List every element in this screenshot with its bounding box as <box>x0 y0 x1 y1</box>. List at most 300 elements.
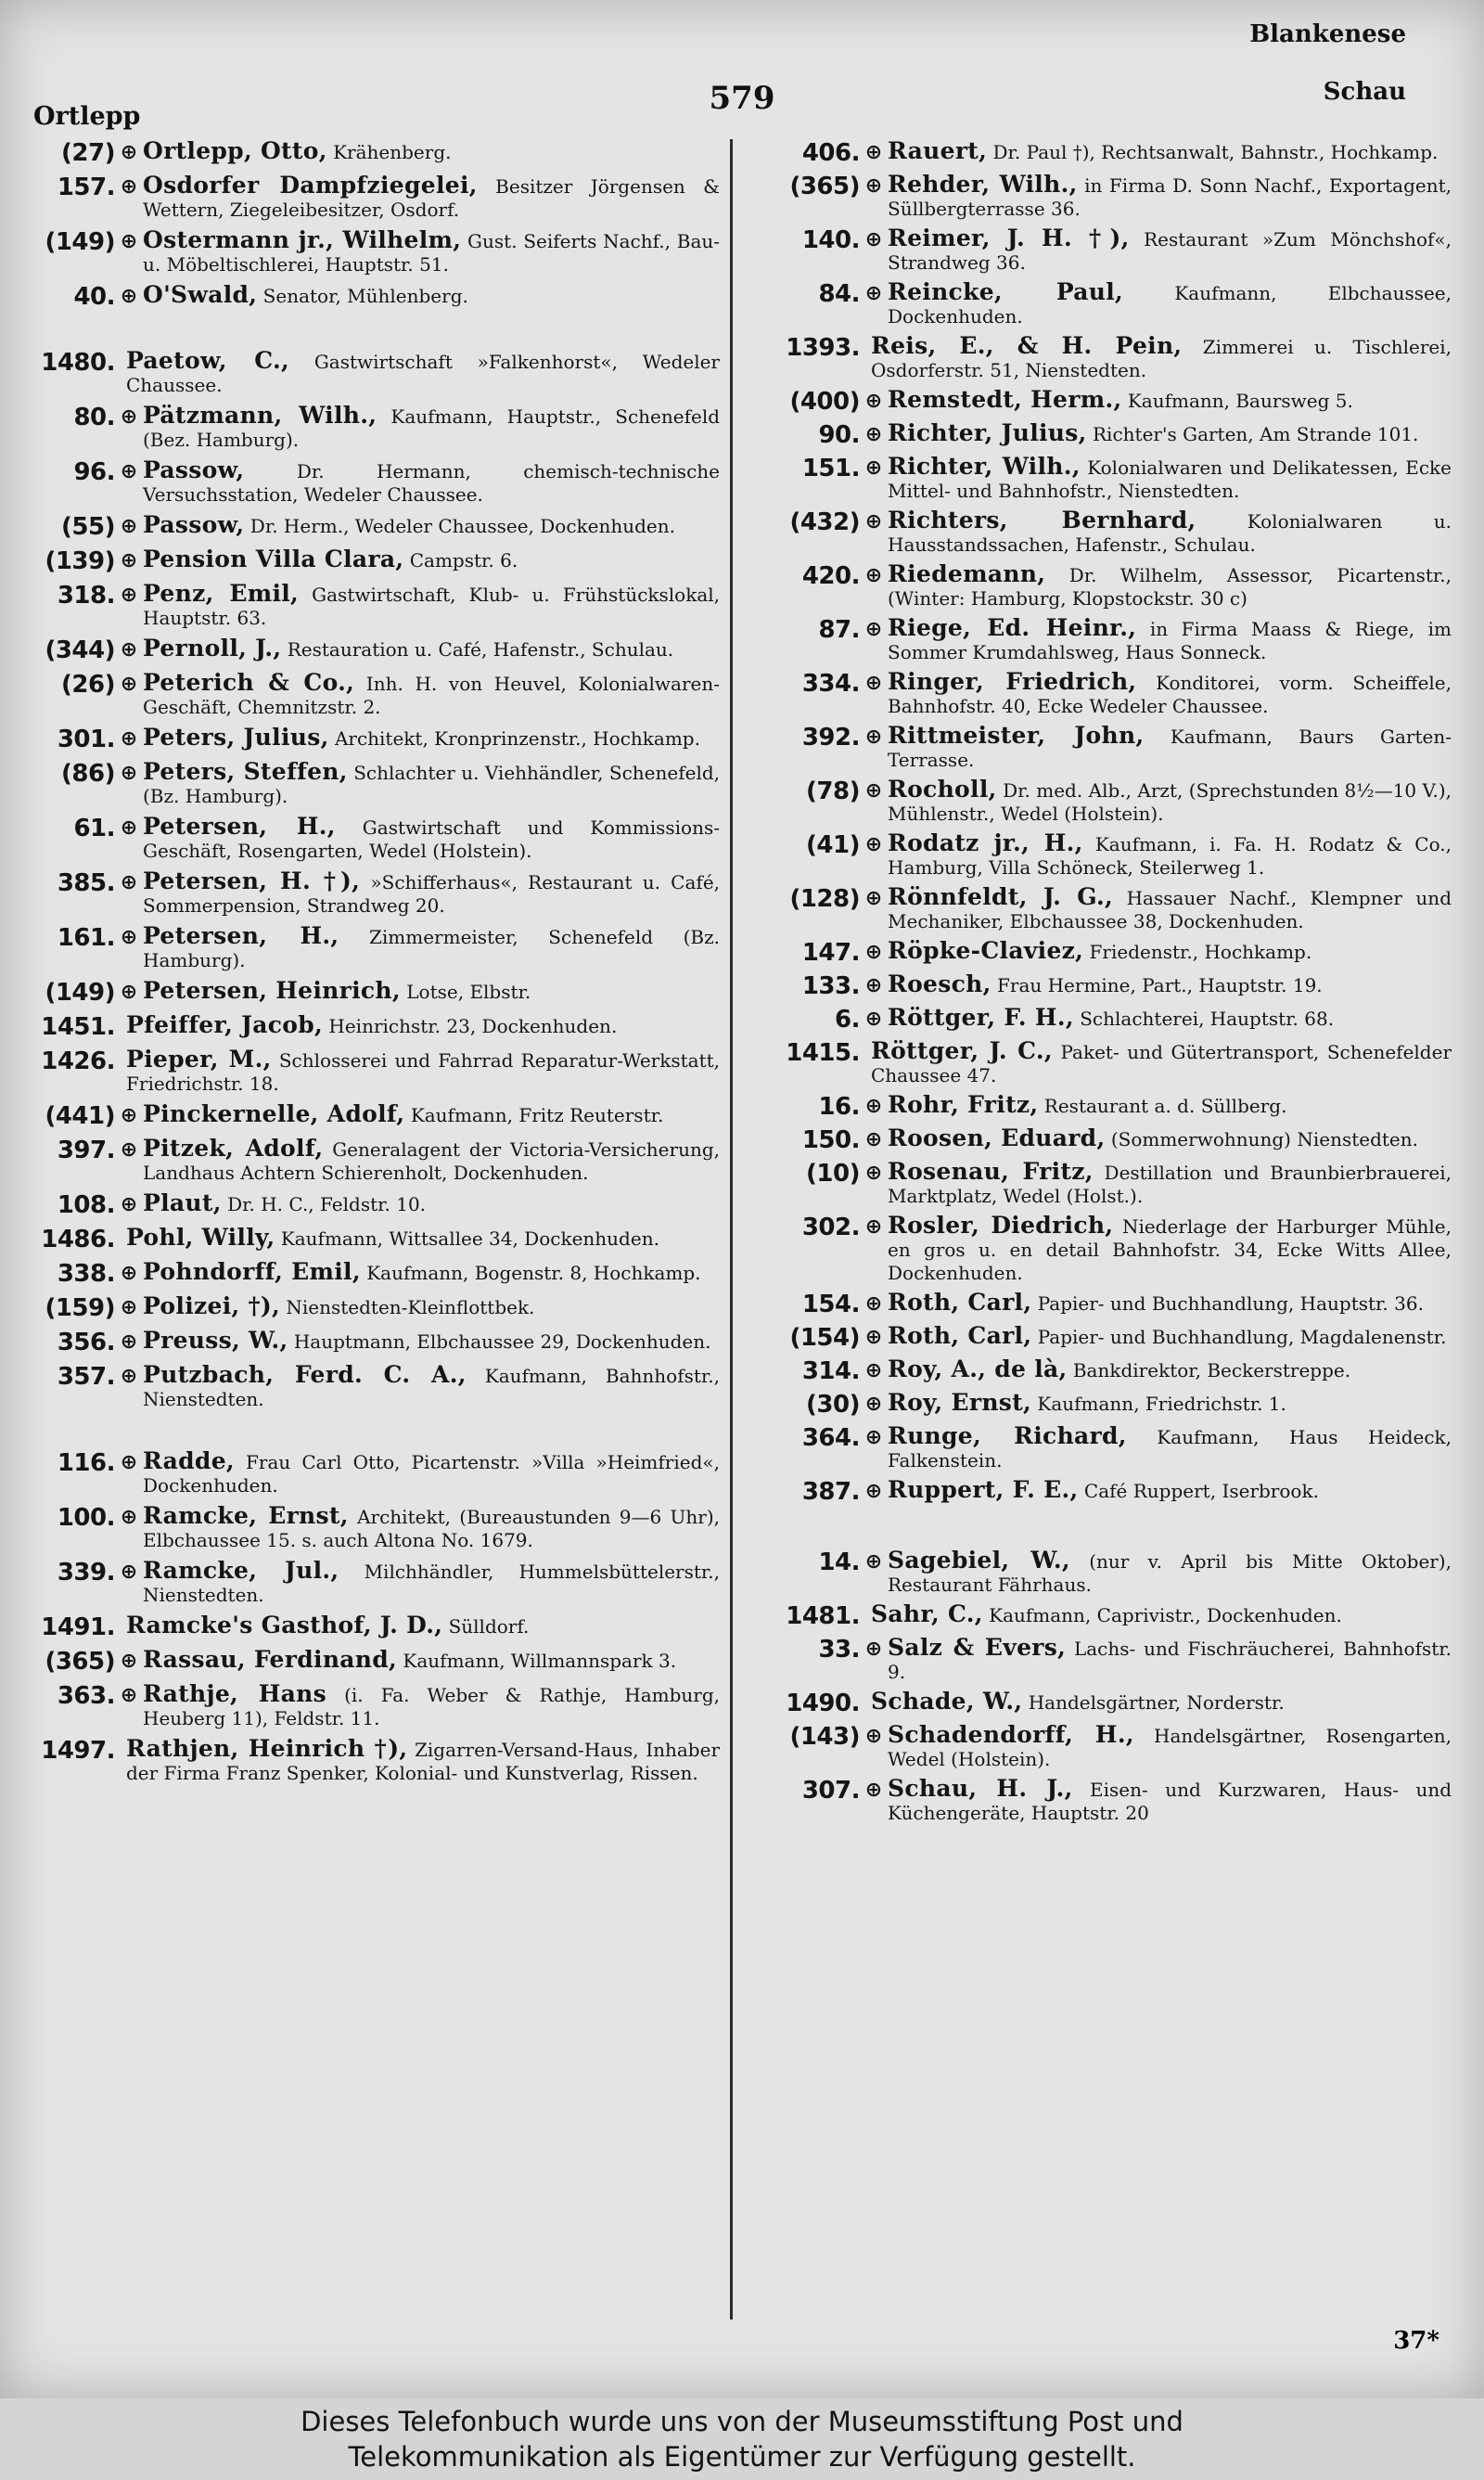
phone-number: 6. <box>835 1006 860 1034</box>
entry-name: Roesch, <box>888 970 991 997</box>
directory-entry <box>32 582 720 630</box>
phone-number: (432) <box>789 508 860 536</box>
entry-name: Ringer, Friedrich, <box>888 668 1137 695</box>
entry-text <box>888 139 1452 164</box>
entry-name: Roy, Ernst, <box>888 1389 1032 1416</box>
left-column <box>32 139 720 2319</box>
phone-number: (365) <box>45 1648 115 1676</box>
entry-name: Sagebiel, W., <box>888 1547 1070 1574</box>
directory-entry <box>756 1324 1452 1352</box>
phone-number: 387. <box>801 1478 860 1506</box>
phone-number: 1451. <box>41 1013 115 1041</box>
entry-details: Dr. Hermann, chemisch-technische Versuchsstation, Wedeler Chaussee. <box>143 460 720 506</box>
directory-entry <box>32 1648 720 1676</box>
entry-text <box>888 1126 1452 1151</box>
entry-name: Petersen, H. †), <box>143 867 361 894</box>
directory-entry <box>756 1160 1452 1208</box>
entry-text <box>126 1737 720 1785</box>
entry-details: Papier- und Buchhandlung, Hauptstr. 36. <box>1037 1292 1424 1315</box>
entry-details: Hassauer Nachf., Klempner und Mechaniker, Elbchaussee 38, Dockenhuden. <box>888 887 1452 932</box>
phone-number: 16. <box>818 1093 860 1121</box>
entry-name: Passow, <box>143 456 245 483</box>
entry-text <box>143 1682 720 1730</box>
entry-details: Kaufmann, Caprivistr., Dockenhuden. <box>989 1604 1342 1626</box>
entry-name: Röttger, J. C., <box>871 1037 1053 1064</box>
phone-number: 1426. <box>41 1047 115 1075</box>
entry-details: Senator, Mühlenberg. <box>262 285 468 307</box>
directory-entry <box>32 1047 720 1096</box>
directory-entry <box>32 924 720 972</box>
phone-number: (149) <box>45 979 115 1007</box>
phone-number: (139) <box>45 547 115 575</box>
entry-name: Penz, Emil, <box>143 580 300 607</box>
entry-details: Eisen- und Kurzwaren, Haus- und Küchengeräte, Hauptstr. 20 <box>888 1779 1452 1824</box>
subscriber-mark-icon: ⊕ <box>120 1561 138 1584</box>
entry-details: Gust. Seiferts Nachf., Bau- u. Möbeltischlerei, Hauptstr. 51. <box>143 230 720 276</box>
entry-text <box>143 979 720 1004</box>
entry-name: Radde, <box>143 1447 235 1474</box>
phone-number: 307. <box>801 1777 860 1805</box>
entry-name: Runge, Richard, <box>888 1422 1127 1449</box>
directory-entry <box>756 1424 1452 1472</box>
phone-number: (159) <box>45 1294 115 1322</box>
entry-name: Rodatz jr., H., <box>888 829 1083 856</box>
entry-details: Generalagent der Victoria-Versicherung, Landhaus Achtern Schierenholt, Dockenhuden. <box>143 1138 720 1184</box>
entry-text <box>888 777 1452 826</box>
entry-details: Kolonialwaren und Delikatessen, Ecke Mittel- und Bahnhofstr., Nienstedten. <box>888 456 1452 502</box>
subscriber-mark-icon: ⊕ <box>864 1480 883 1503</box>
entry-details: Zimmerei u. Tischlerei, Osdorferstr. 51, Nienstedten. <box>871 336 1452 381</box>
directory-entry <box>32 726 720 753</box>
directory-entry <box>32 1260 720 1288</box>
directory-entry <box>32 173 720 222</box>
directory-entry <box>32 1329 720 1356</box>
directory-entry <box>756 1126 1452 1154</box>
phone-number: 40. <box>73 283 115 311</box>
subscriber-mark-icon: ⊕ <box>120 549 138 572</box>
entry-name: Röttger, F. H., <box>888 1004 1074 1031</box>
subscriber-mark-icon: ⊕ <box>120 405 138 429</box>
subscriber-mark-icon: ⊕ <box>864 1550 883 1574</box>
entry-text <box>888 1777 1452 1825</box>
subscriber-mark-icon: ⊕ <box>864 887 883 910</box>
entry-text <box>888 885 1452 933</box>
entry-details: Dr. Wilhelm, Assessor, Picartenstr., (Winter: Hamburg, Klopstockstr. 30 c) <box>888 564 1452 610</box>
entry-name: Pätzmann, Wilh., <box>143 402 377 429</box>
phone-number: 1480. <box>41 349 115 377</box>
phone-number: 1490. <box>786 1690 860 1717</box>
phone-number: 356. <box>57 1329 115 1356</box>
entry-text <box>888 280 1452 328</box>
directory-entry <box>32 1013 720 1041</box>
subscriber-mark-icon: ⊕ <box>864 1359 883 1382</box>
directory-entry <box>756 1602 1452 1630</box>
directory-entry <box>756 670 1452 718</box>
entry-name: Peters, Julius, <box>143 724 329 751</box>
entry-name: Passow, <box>143 511 245 538</box>
subscriber-mark-icon: ⊕ <box>120 1365 138 1388</box>
entry-details: Frau Hermine, Part., Hauptstr. 19. <box>997 974 1323 996</box>
entry-details: Dr. H. C., Feldstr. 10. <box>227 1193 427 1215</box>
directory-entry <box>756 777 1452 826</box>
phone-number: 61. <box>73 815 115 842</box>
entry-details: Kaufmann, Haus Heideck, Falkenstein. <box>888 1426 1452 1471</box>
directory-entry <box>32 760 720 808</box>
directory-entry <box>756 616 1452 664</box>
phone-number: (41) <box>806 831 860 859</box>
directory-entry <box>32 1504 720 1552</box>
entry-text <box>888 1291 1452 1316</box>
entry-text <box>888 1357 1452 1382</box>
directory-entry <box>32 979 720 1007</box>
entry-text <box>888 670 1452 718</box>
entry-text <box>126 1226 720 1251</box>
phone-number: (143) <box>789 1723 860 1751</box>
subscriber-mark-icon: ⊕ <box>864 141 883 164</box>
phone-number: (400) <box>789 388 860 416</box>
phone-number: 392. <box>801 724 860 752</box>
entry-details: (nur v. April bis Mitte Oktober), Restaurant Fährhaus. <box>888 1550 1452 1596</box>
directory-entry <box>32 349 720 397</box>
entry-text <box>126 1613 720 1638</box>
entry-name: Roosen, Eduard, <box>888 1124 1106 1151</box>
entry-name: O'Swald, <box>143 281 258 308</box>
entry-name: Petersen, Heinrich, <box>143 977 401 1004</box>
entry-details: Schlachterei, Hauptstr. 68. <box>1080 1008 1335 1030</box>
entry-details: Konditorei, vorm. Scheiffele, Bahnhofstr. 40, Ecke Wedeler Chaussee. <box>888 672 1452 717</box>
entry-name: Pernoll, J., <box>143 635 282 662</box>
subscriber-mark-icon: ⊕ <box>864 390 883 413</box>
phone-number: 96. <box>73 458 115 486</box>
column-divider <box>730 139 733 2319</box>
directory-entry <box>756 1723 1452 1771</box>
footer-line-2: Telekommunikation als Eigentümer zur Verfügung gestellt. <box>348 2441 1136 2473</box>
entry-details: Destillation und Braunbierbrauerei, Marktplatz, Wedel (Holst.). <box>888 1162 1452 1207</box>
subscriber-mark-icon: ⊕ <box>120 1650 138 1673</box>
entry-details: Kaufmann, i. Fa. H. Rodatz & Co., Hamburg, Villa Schöneck, Steilerweg 1. <box>888 833 1452 879</box>
phone-number: 108. <box>57 1191 115 1219</box>
entry-details: Handelsgärtner, Rosengarten, Wedel (Holstein). <box>888 1725 1452 1770</box>
subscriber-mark-icon: ⊕ <box>864 282 883 305</box>
subscriber-mark-icon: ⊕ <box>864 779 883 803</box>
entry-name: Sahr, C., <box>871 1600 983 1627</box>
directory-entry <box>32 458 720 507</box>
entry-name: Osdorfer Dampfziegelei, <box>143 172 478 199</box>
directory-entry <box>756 562 1452 610</box>
header-town: Blankenese <box>1249 20 1406 48</box>
subscriber-mark-icon: ⊕ <box>120 727 138 751</box>
entry-details: Zimmermeister, Schenefeld (Bz. Hamburg). <box>143 926 720 971</box>
entry-text <box>888 1548 1452 1597</box>
right-column <box>756 139 1452 2319</box>
entry-details: Kaufmann, Baurs Garten-Terrasse. <box>888 726 1452 771</box>
entry-text <box>143 228 720 276</box>
entry-text <box>143 1137 720 1185</box>
subscriber-mark-icon: ⊕ <box>864 228 883 251</box>
subscriber-mark-icon: ⊕ <box>864 726 883 749</box>
directory-entry <box>756 1391 1452 1419</box>
phone-number: 334. <box>801 670 860 698</box>
entry-details: Kaufmann, Baursweg 5. <box>1127 390 1353 412</box>
phone-number: 150. <box>801 1126 860 1154</box>
entry-details: Restaurant »Zum Mönchshof«, Strandweg 36. <box>888 228 1452 274</box>
subscriber-mark-icon: ⊕ <box>120 1684 138 1707</box>
phone-number: 154. <box>801 1291 860 1318</box>
directory-entry <box>756 1357 1452 1385</box>
entry-name: Preuss, W., <box>143 1327 288 1354</box>
phone-number: 116. <box>57 1449 115 1477</box>
entry-text <box>888 1324 1452 1349</box>
entry-text <box>888 226 1452 275</box>
entry-details: Zigarren-Versand-Haus, Inhaber der Firma Franz Spenker, Kolonial- und Kunstverlag, Rissen. <box>126 1739 720 1784</box>
directory-entry <box>756 1291 1452 1318</box>
subscriber-mark-icon: ⊕ <box>864 1095 883 1118</box>
phone-number: 420. <box>801 562 860 590</box>
directory-entry <box>32 815 720 863</box>
subscriber-mark-icon: ⊕ <box>864 1326 883 1349</box>
subscriber-mark-icon: ⊕ <box>864 1426 883 1449</box>
entry-details: Kaufmann, Friedrichstr. 1. <box>1037 1393 1286 1415</box>
entry-text <box>143 283 720 308</box>
directory-entry <box>32 1226 720 1253</box>
entry-name: Petersen, H., <box>143 813 336 840</box>
subscriber-mark-icon: ⊕ <box>864 510 883 533</box>
footer-line-1: Dieses Telefonbuch wurde uns von der Museumsstiftung Post und <box>301 2406 1183 2437</box>
directory-entry <box>756 1548 1452 1597</box>
phone-number: 151. <box>801 455 860 482</box>
entry-name: Rassau, Ferdinand, <box>143 1646 398 1673</box>
entry-details: Dr. Herm., Wedeler Chaussee, Dockenhuden. <box>249 515 675 537</box>
phone-number: (344) <box>45 636 115 664</box>
entry-name: Rauert, <box>888 139 988 164</box>
subscriber-mark-icon: ⊕ <box>120 285 138 308</box>
subscriber-mark-icon: ⊕ <box>120 1451 138 1474</box>
phone-number: (10) <box>806 1160 860 1188</box>
entry-text <box>143 1260 720 1285</box>
subscriber-mark-icon: ⊕ <box>120 1262 138 1285</box>
entry-name: Schade, W., <box>871 1688 1023 1715</box>
entry-name: Reis, E., & H. Pein, <box>871 332 1183 359</box>
subscriber-mark-icon: ⊕ <box>120 175 138 199</box>
entry-details: Nienstedten-Kleinflottbek. <box>286 1296 535 1318</box>
subscriber-mark-icon: ⊕ <box>120 1104 138 1127</box>
entry-details: Kolonialwaren u. Hausstandssachen, Hafenstr., Schulau. <box>888 510 1452 556</box>
entry-text <box>888 1424 1452 1472</box>
phone-number: 385. <box>57 869 115 897</box>
directory-entry <box>756 226 1452 275</box>
directory-entry <box>756 1039 1452 1087</box>
directory-entry <box>756 421 1452 449</box>
entry-text <box>143 1648 720 1673</box>
entry-details: (i. Fa. Weber & Rathje, Hamburg, Heuberg 11), Feldstr. 11. <box>143 1684 720 1729</box>
entry-details: Lachs- und Fischräucherei, Bahnhofstr. 9. <box>888 1638 1452 1683</box>
entry-details: Restaurant a. d. Süllberg. <box>1043 1095 1287 1117</box>
entry-text <box>143 458 720 507</box>
entry-details: Papier- und Buchhandlung, Magdalenenstr. <box>1037 1326 1447 1348</box>
entry-text <box>871 1690 1452 1715</box>
header-first-entry: Ortlepp <box>33 102 141 131</box>
entry-text <box>143 1191 720 1216</box>
entry-text <box>888 1391 1452 1416</box>
directory-entry <box>32 1363 720 1411</box>
entry-name: Pieper, M., <box>126 1046 272 1073</box>
entry-name: Pinckernelle, Adolf, <box>143 1100 405 1127</box>
directory-entry <box>756 1777 1452 1825</box>
entry-text <box>143 173 720 222</box>
phone-number: (26) <box>61 671 115 699</box>
entry-name: Riege, Ed. Heinr., <box>888 614 1137 641</box>
entry-text <box>888 724 1452 772</box>
phone-number: 339. <box>57 1559 115 1587</box>
entry-details: Bankdirektor, Beckerstreppe. <box>1072 1359 1351 1381</box>
entry-name: Ramcke's Gasthof, J. D., <box>126 1612 443 1638</box>
page-number: 579 <box>709 80 775 117</box>
phone-number: 318. <box>57 582 115 610</box>
subscriber-mark-icon: ⊕ <box>120 460 138 483</box>
entry-text <box>888 1160 1452 1208</box>
entry-text <box>126 349 720 397</box>
subscriber-mark-icon: ⊕ <box>864 1292 883 1316</box>
entry-text <box>143 513 720 538</box>
entry-text <box>143 139 720 164</box>
subscriber-mark-icon: ⊕ <box>864 1008 883 1031</box>
directory-entry <box>32 1191 720 1219</box>
phone-number: 161. <box>57 924 115 952</box>
entry-name: Rathje, Hans <box>143 1680 327 1707</box>
phone-number: (441) <box>45 1102 115 1130</box>
directory-entry <box>756 173 1452 221</box>
phone-number: (128) <box>789 885 860 913</box>
entry-details: Lotse, Elbstr. <box>406 981 531 1003</box>
entry-details: (Sommerwohnung) Nienstedten. <box>1110 1128 1419 1150</box>
entry-name: Plaut, <box>143 1189 222 1216</box>
entry-details: Paket- und Gütertransport, Schenefelder Chaussee 47. <box>871 1041 1452 1086</box>
subscriber-mark-icon: ⊕ <box>864 1779 883 1802</box>
phone-number: (149) <box>45 228 115 256</box>
subscriber-mark-icon: ⊕ <box>120 1138 138 1162</box>
entry-text <box>143 1504 720 1552</box>
phone-number: 157. <box>57 173 115 201</box>
subscriber-mark-icon: ⊕ <box>120 638 138 662</box>
subscriber-mark-icon: ⊕ <box>120 584 138 607</box>
subscriber-mark-icon: ⊕ <box>120 230 138 253</box>
entry-name: Rosenau, Fritz, <box>888 1158 1094 1185</box>
subscriber-mark-icon: ⊕ <box>864 1393 883 1416</box>
entry-text <box>888 1636 1452 1684</box>
entry-name: Rohr, Fritz, <box>888 1091 1039 1118</box>
entry-text <box>126 1047 720 1096</box>
entry-details: Kaufmann, Bogenstr. 8, Hochkamp. <box>366 1262 701 1284</box>
entry-name: Putzbach, Ferd. C. A., <box>143 1361 467 1388</box>
entry-details: Krähenberg. <box>333 141 452 163</box>
entry-details: Gastwirtschaft, Klub- u. Frühstückslokal, Hauptstr. 63. <box>143 584 720 629</box>
phone-number: 302. <box>801 1214 860 1241</box>
entry-name: Rehder, Wilh., <box>888 171 1078 198</box>
subscriber-mark-icon: ⊕ <box>120 673 138 696</box>
entry-name: Polizei, †), <box>143 1292 281 1319</box>
phone-number: (154) <box>789 1324 860 1352</box>
entry-name: Pitzek, Adolf, <box>143 1135 324 1162</box>
directory-entry <box>32 1559 720 1607</box>
entry-text <box>888 421 1452 446</box>
entry-details: Milchhändler, Hummelsbüttelerstr., Nienstedten. <box>143 1561 720 1606</box>
entry-details: Kaufmann, Wittsallee 34, Dockenhuden. <box>280 1227 659 1250</box>
sheet-mark: 37* <box>1393 2327 1439 2355</box>
phone-number: 133. <box>801 972 860 1000</box>
phone-number: 100. <box>57 1504 115 1532</box>
entry-details: Frau Carl Otto, Picartenstr. »Villa »Heimfried«, Dockenhuden. <box>143 1451 720 1497</box>
phone-number: 1415. <box>786 1039 860 1067</box>
entry-details: »Schifferhaus«, Restaurant u. Café, Sommerpension, Strandweg 20. <box>143 871 720 917</box>
entry-text <box>871 1039 1452 1087</box>
entry-name: Peterich & Co., <box>143 669 355 696</box>
entry-details: Dr. Paul †), Rechtsanwalt, Bahnstr., Hochkamp. <box>992 141 1439 163</box>
entry-text <box>888 831 1452 880</box>
entry-text <box>888 1006 1452 1031</box>
entry-details: Besitzer Jörgensen & Wettern, Ziegeleibesitzer, Osdorf. <box>143 175 720 221</box>
entry-name: Pfeiffer, Jacob, <box>126 1011 324 1038</box>
entry-name: Reimer, J. H. †), <box>888 225 1130 251</box>
entry-text <box>143 1449 720 1497</box>
phone-number: 364. <box>801 1424 860 1452</box>
phone-number: 1481. <box>786 1602 860 1630</box>
entry-text <box>143 726 720 751</box>
entry-text <box>888 1478 1452 1503</box>
entry-text <box>143 1294 720 1319</box>
entry-name: Schau, H. J., <box>888 1775 1073 1802</box>
directory-entry <box>32 547 720 575</box>
subscriber-mark-icon: ⊕ <box>120 515 138 538</box>
phone-number: 1486. <box>41 1226 115 1253</box>
subscriber-mark-icon: ⊕ <box>864 672 883 695</box>
directory-entry <box>756 508 1452 557</box>
entry-name: Pohl, Willy, <box>126 1224 275 1251</box>
archive-footer <box>0 2398 1484 2480</box>
phone-number: (78) <box>806 777 860 805</box>
entry-text <box>888 616 1452 664</box>
entry-details: Kaufmann, Hauptstr., Schenefeld (Bez. Hamburg). <box>143 405 720 451</box>
entry-name: Ruppert, F. E., <box>888 1476 1079 1503</box>
entry-name: Peters, Steffen, <box>143 758 348 785</box>
entry-text <box>888 1093 1452 1118</box>
entry-text <box>143 1363 720 1411</box>
phone-number: 314. <box>801 1357 860 1385</box>
phone-number: 357. <box>57 1363 115 1391</box>
entry-name: Petersen, H., <box>143 922 339 949</box>
entry-text <box>888 939 1452 964</box>
entry-text <box>143 869 720 918</box>
entry-name: Roth, Carl, <box>888 1322 1032 1349</box>
entry-text <box>143 760 720 808</box>
phone-number: (30) <box>806 1391 860 1419</box>
subscriber-mark-icon: ⊕ <box>864 1162 883 1185</box>
directory-entry <box>32 228 720 276</box>
entry-text <box>143 815 720 863</box>
subscriber-mark-icon: ⊕ <box>120 981 138 1004</box>
phone-number: 1393. <box>786 334 860 362</box>
entry-text <box>143 636 720 662</box>
entry-name: Riedemann, <box>888 560 1046 587</box>
entry-text <box>888 1723 1452 1771</box>
entry-text <box>143 924 720 972</box>
subscriber-mark-icon: ⊕ <box>864 174 883 198</box>
entry-name: Ramcke, Jul., <box>143 1557 339 1584</box>
entry-text <box>143 1102 720 1127</box>
entry-name: Ortlepp, Otto, <box>143 139 327 164</box>
subscriber-mark-icon: ⊕ <box>864 1215 883 1239</box>
entry-details: in Firma D. Sonn Nachf., Exportagent, Süllbergterrasse 36. <box>888 174 1452 220</box>
entry-text <box>143 1329 720 1354</box>
